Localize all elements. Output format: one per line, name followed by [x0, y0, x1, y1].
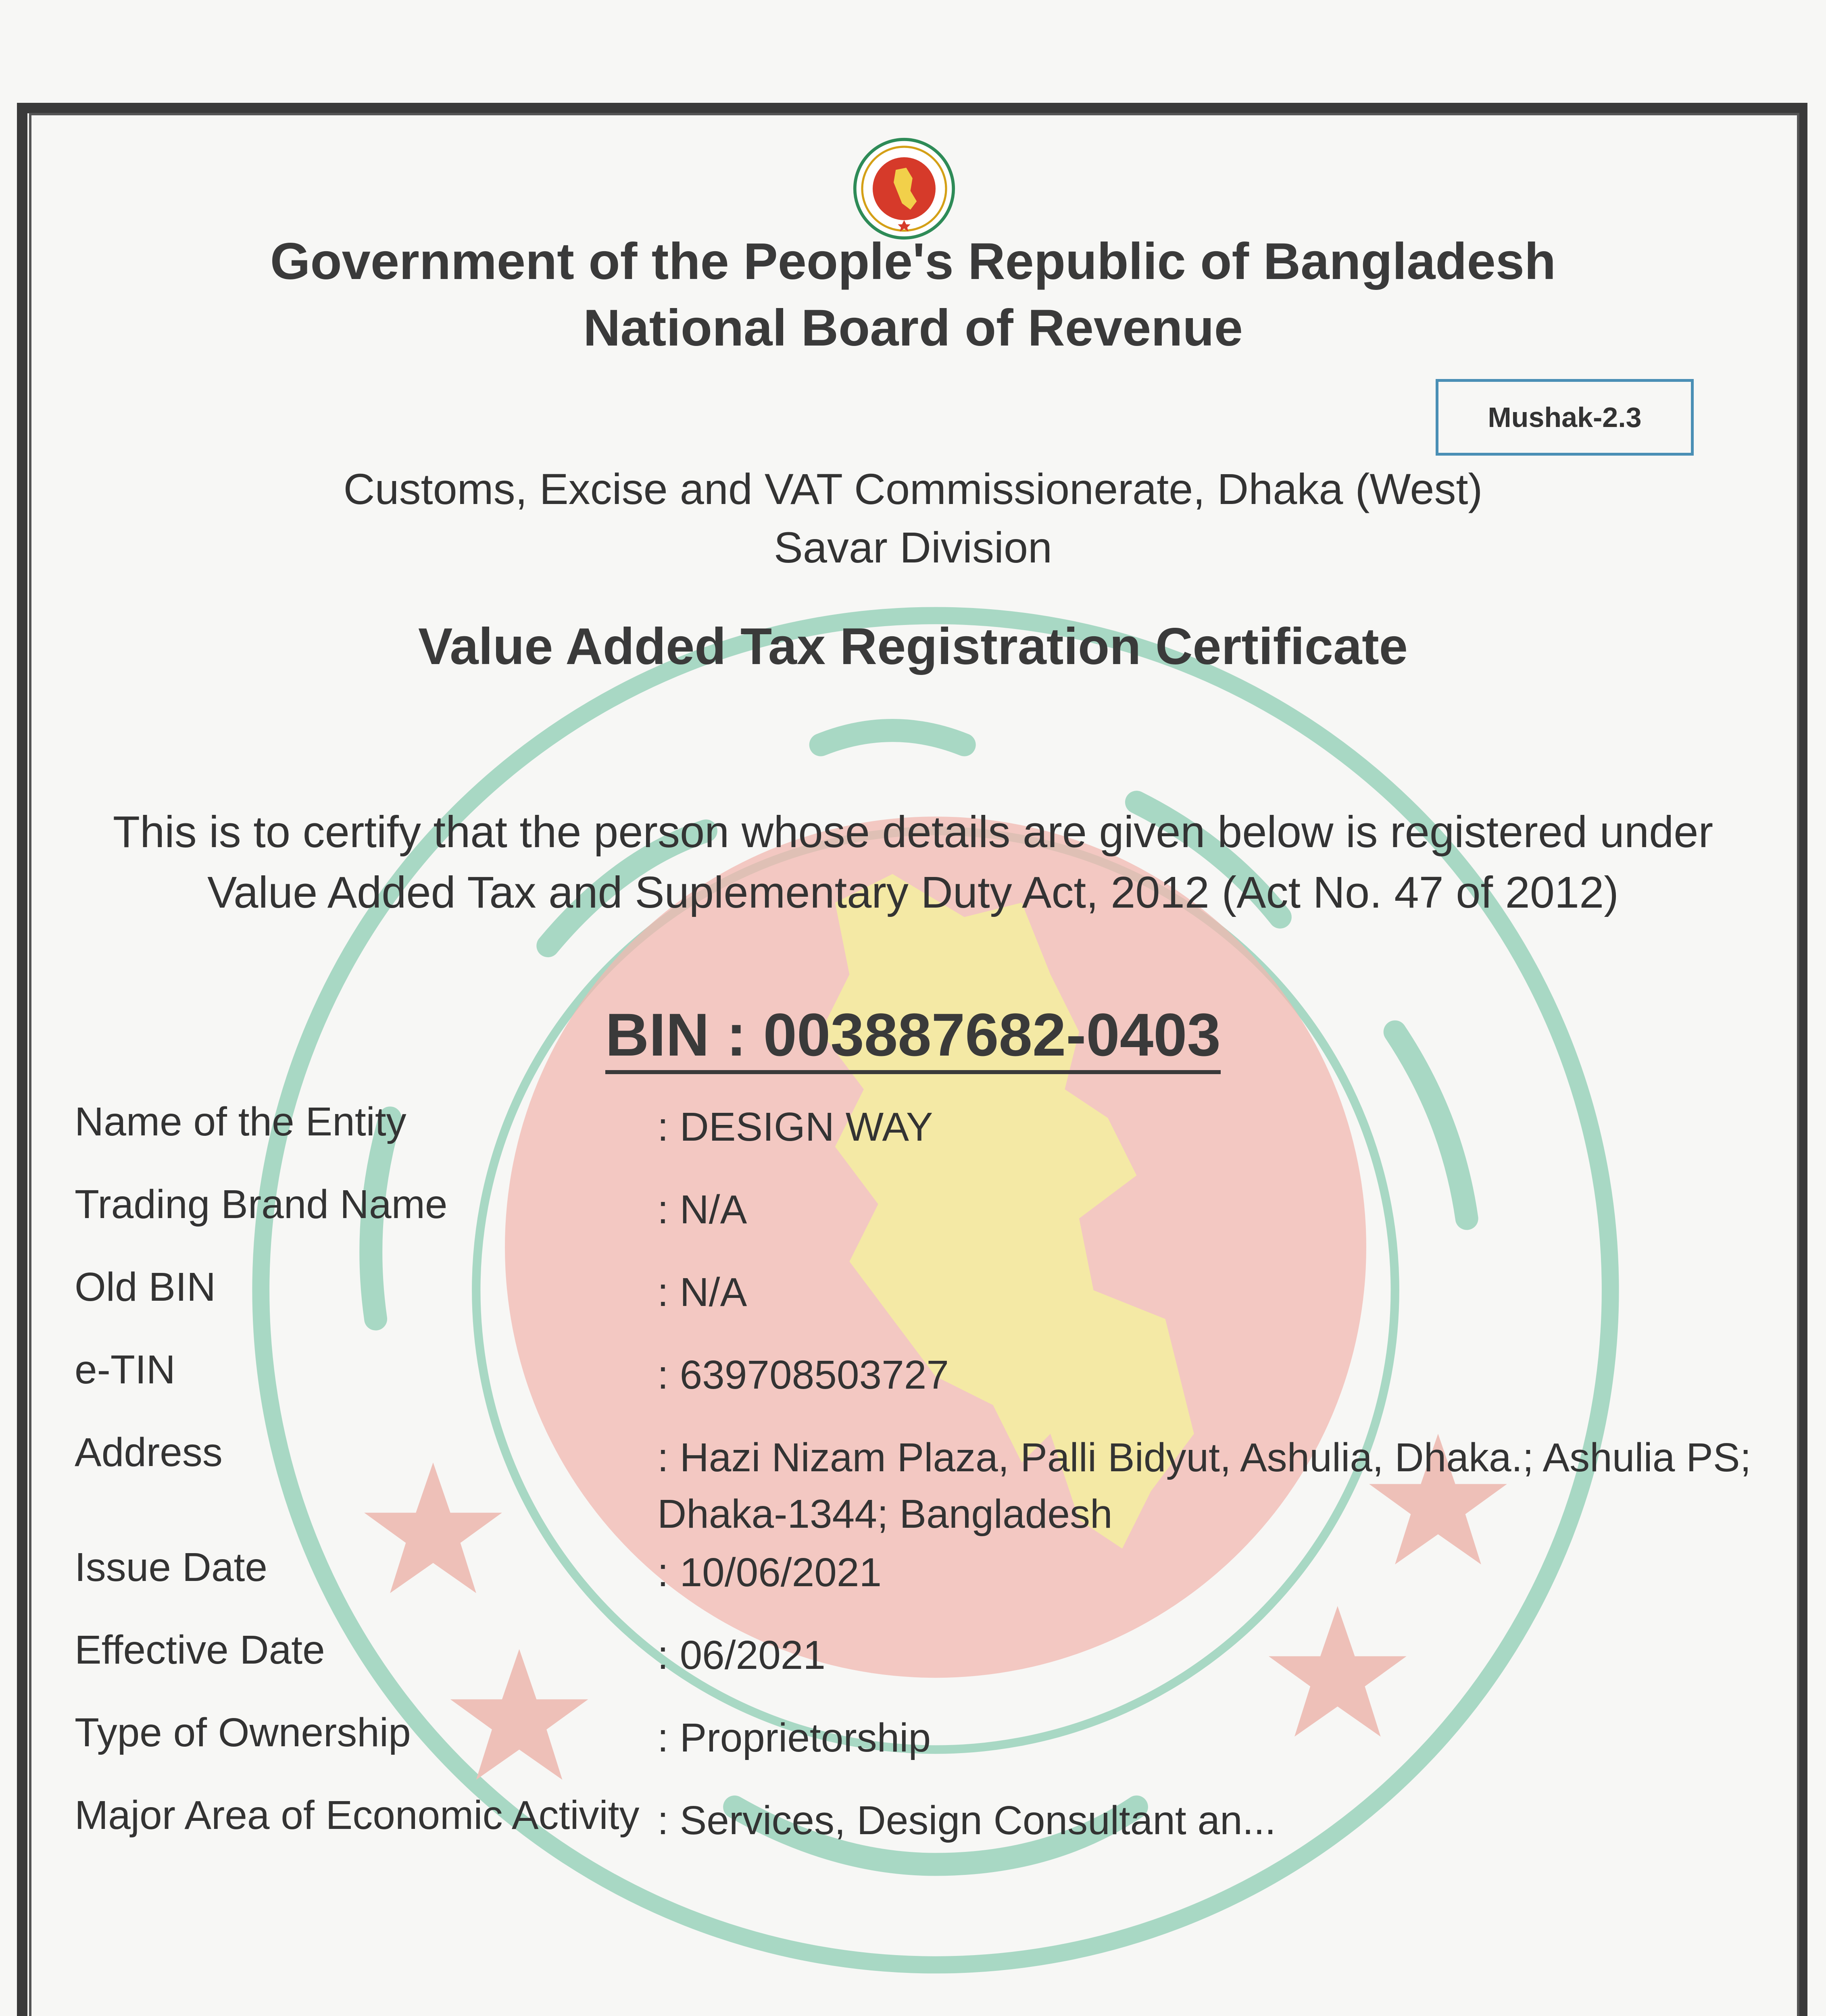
detail-label: Major Area of Economic Activity	[75, 1793, 640, 1838]
detail-label: Address	[75, 1430, 223, 1475]
board-title: National Board of Revenue	[583, 299, 1243, 357]
intro-text-line-2: Value Added Tax and Suplementary Duty Act, 2012 (Act No. 47 of 2012)	[207, 868, 1619, 917]
detail-value: : DESIGN WAY	[657, 1104, 933, 1150]
detail-value: : N/A	[657, 1270, 747, 1315]
detail-value: : 10/06/2021	[657, 1550, 882, 1595]
detail-value: : 06/2021	[657, 1633, 826, 1678]
detail-value: : N/A	[657, 1187, 747, 1232]
detail-value: : Proprietorship	[657, 1715, 931, 1760]
intro-text-line-1: This is to certify that the person whose details are given below is registered under	[113, 807, 1713, 857]
detail-label: Old BIN	[75, 1264, 216, 1310]
detail-label: Type of Ownership	[75, 1710, 411, 1755]
certificate-title: Value Added Tax Registration Certificate	[418, 618, 1408, 675]
detail-label: Issue Date	[75, 1545, 268, 1590]
detail-value: : Hazi Nizam Plaza, Palli Bidyut, Ashulia, Dhaka.; Ashulia PS; Dhaka-1344; Bangladesh	[657, 1435, 1751, 1537]
form-code-badge	[1436, 379, 1694, 456]
commissionerate-name: Customs, Excise and VAT Commissionerate, Dhaka (West)	[343, 464, 1483, 513]
bangladesh-government-seal-icon	[852, 136, 957, 241]
form-code-label: Mushak-2.3	[1488, 402, 1642, 433]
bin-number	[0, 1000, 1826, 1070]
detail-label: Effective Date	[75, 1627, 325, 1672]
detail-label: Name of the Entity	[75, 1099, 406, 1144]
division-name: Savar Division	[773, 523, 1053, 572]
detail-value: : Services, Design Consultant an...	[657, 1798, 1276, 1843]
detail-label: Trading Brand Name	[75, 1182, 448, 1227]
bin-number-text: BIN : 003887682-0403	[605, 1001, 1221, 1074]
detail-value: : 639708503727	[657, 1352, 949, 1397]
government-title: Government of the People's Republic of Bangladesh	[270, 233, 1556, 290]
detail-label: e-TIN	[75, 1347, 175, 1392]
